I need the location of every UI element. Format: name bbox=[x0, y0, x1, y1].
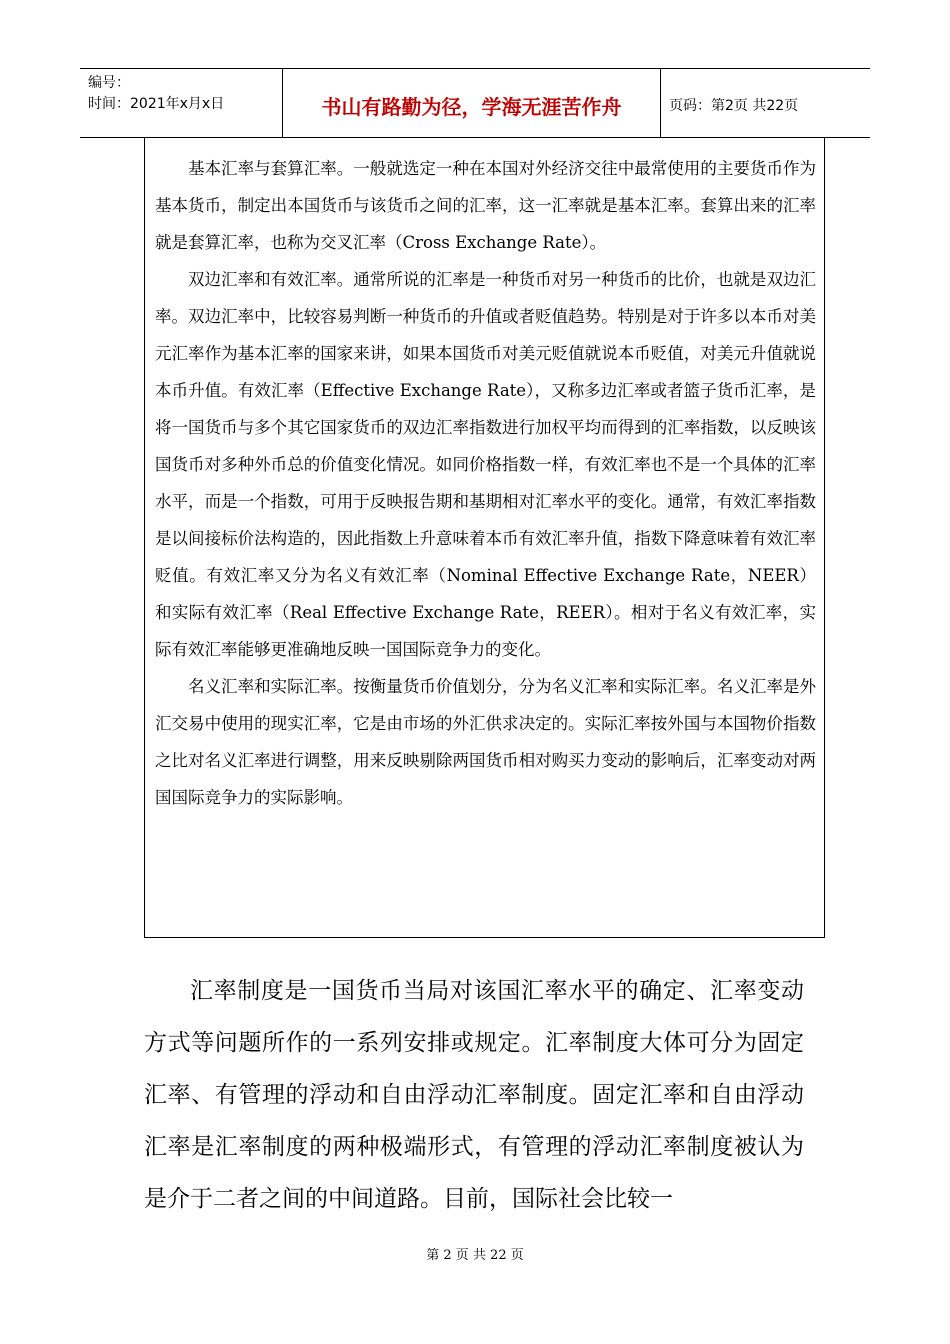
bordered-text-box bbox=[144, 137, 825, 938]
box-paragraph-base-rate: 基本汇率与套算汇率。一般就选定一种在本国对外经济交往中最常使用的主要货币作为基本货币，制定出本国货币与该货币之间的汇率，这一汇率就是基本汇率。套算出来的汇率就是套算汇率，也称为交叉汇率（Cross Exchange Rate）。 bbox=[155, 159, 816, 252]
body-paragraph: 汇率制度是一国货币当局对该国汇率水平的确定、汇率变动方式等问题所作的一系列安排或规定。汇率制度大体可分为固定汇率、有管理的浮动和自由浮动汇率制度。固定汇率和自由浮动汇率是汇率制度的两种极端形式，有管理的浮动汇率制度被认为是介于二者之间的中间道路。目前，国际社会比较一 bbox=[144, 978, 804, 1212]
main-text bbox=[144, 965, 804, 1225]
header-motto: 书山有路勤为径，学海无涯苦作舟 bbox=[283, 69, 661, 137]
document-number: 编号： bbox=[88, 75, 130, 91]
header-page-number: 页码：第2页 共22页 bbox=[669, 98, 799, 114]
header-meta bbox=[80, 69, 283, 137]
page-header bbox=[80, 68, 870, 138]
box-paragraph-effective-rate: 双边汇率和有效汇率。通常所说的汇率是一种货币对另一种货币的比价，也就是双边汇率。双边汇率中，比较容易判断一种货币的升值或者贬值趋势。特别是对于许多以本币对美元汇率作为基本汇率的国家来讲，如果本国货币对美元贬值就说本币贬值，对美元升值就说本币升值。有效汇率（Effective Exchange Rate），又称多边汇率或者篮子货币汇率，是将一国货币与多个其它国家货币的双边汇率指数进行加权平均而得到的汇率指数，以反映该国货币对多种外币总的价值变化情况。如同价格指数一样，有效汇率也不是一个具体的汇率水平，而是一个指数，可用于反映报告期和基期相对汇率水平的变化。通常，有效汇率指数是以间接标价法构造的，因此指数上升意味着本币有效汇率升值，指数下降意味着有效汇率贬值。有效汇率又分为名义有效汇率（Nominal Effective Exchange Rate，NEER）和实际有效汇率（Real Effective Exchange Rate，REER）。相对于名义有效汇率，实际有效汇率能够更准确地反映一国国际竞争力的变化。 bbox=[155, 270, 816, 659]
page-footer: 第 2 页 共 22 页 bbox=[426, 1248, 524, 1263]
document-date: 时间：2021年x月x日 bbox=[88, 96, 225, 112]
box-paragraph-real-rate: 名义汇率和实际汇率。按衡量货币价值划分，分为名义汇率和实际汇率。名义汇率是外汇交易中使用的现实汇率，它是由市场的外汇供求决定的。实际汇率按外国与本国物价指数之比对名义汇率进行调整，用来反映剔除两国货币相对购买力变动的影响后，汇率变动对两国国际竞争力的实际影响。 bbox=[155, 677, 816, 807]
